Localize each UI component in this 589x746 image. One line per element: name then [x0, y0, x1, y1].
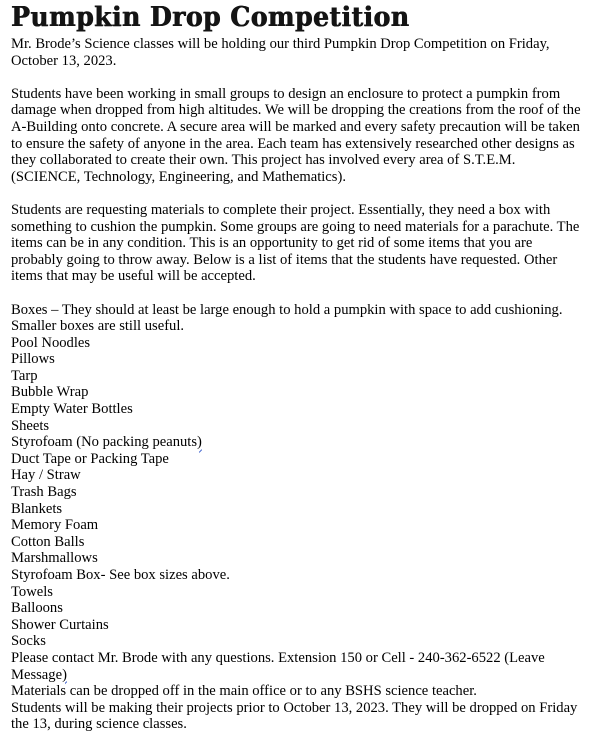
intro-paragraph: Mr. Brode’s Science classes will be holding our third Pumpkin Drop Competition on Friday, October 13, 2023.	[11, 36, 550, 69]
list-item-sheets: Sheets	[11, 417, 50, 434]
spellcheck-squiggle: )	[197, 434, 202, 451]
styrofoam-text: Styrofoam (No packing peanuts	[11, 434, 198, 451]
list-item-trash-bags: Trash Bags	[11, 484, 77, 501]
list-item-cotton-balls: Cotton Balls	[11, 533, 85, 550]
list-item-pillows: Pillows	[11, 351, 55, 368]
paragraph-spacer	[11, 285, 583, 302]
list-item-hay-straw: Hay / Straw	[11, 467, 81, 484]
project-description-paragraph: Students have been working in small groups to design an enclosure to protect a pumpkin from damage when dropped from high altitudes. We will be dropping the creations from the roof of the A-Building onto concrete. A secure area will be marked and every safety precaution will be taken to ensure the safety of anyone in the area. Each team has extensively researched other designs as they collaborated to create their own. This project has involved every area of S.T.E.M. (SCIENCE, Technology, Engineering, and Mathematics).	[11, 85, 581, 185]
list-item-boxes: Boxes – They should at least be large enough to hold a pumpkin with space to add cushioning. Smaller boxes are still useful.	[11, 301, 563, 335]
document-page	[11, 0, 583, 733]
list-item-styrofoam-box: Styrofoam Box- See box sizes above.	[11, 567, 230, 583]
list-item-pool-noodles: Pool Noodles	[11, 334, 91, 351]
list-item-towels: Towels	[11, 583, 53, 600]
spellcheck-squiggle: )	[62, 666, 67, 683]
list-item-socks: Socks	[11, 633, 46, 650]
list-item-duct-tape: Duct Tape or Packing Tape	[11, 450, 169, 467]
dropoff-paragraph: Materials can be dropped off in the main office or to any BSHS science teacher.	[11, 683, 477, 700]
list-item-balloons: Balloons	[11, 600, 63, 617]
materials-request-paragraph: Students are requesting materials to complete their project. Essentially, they need a box with something to cushion the pumpkin. Some groups are going to need materials for a parachute. The items can be in any condition. This is an opportunity to get rid of some items that you are probably going to throw away. Below is a list of items that the students have requested. Other items that may be useful will be accepted.	[11, 201, 580, 285]
list-item-styrofoam	[11, 434, 583, 451]
contact-text: Please contact Mr. Brode with any questions. Extension 150 or Cell - 240-362-6522 (Leave Message	[11, 649, 545, 683]
list-item-memory-foam: Memory Foam	[11, 517, 99, 534]
list-item-empty-water-bottles: Empty Water Bottles	[11, 401, 133, 418]
requested-items-list	[11, 302, 583, 650]
contact-paragraph	[11, 650, 583, 683]
document-body	[11, 36, 583, 733]
closing-paragraph: Students will be making their projects prior to October 13, 2023. They will be dropped on Friday the 13, during science classes.	[11, 699, 578, 733]
paragraph-spacer	[11, 185, 583, 202]
list-item-tarp: Tarp	[11, 367, 38, 384]
list-item-shower-curtains: Shower Curtains	[11, 616, 109, 633]
list-item-marshmallows: Marshmallows	[11, 550, 98, 567]
page-title: Pumpkin Drop Competition	[11, 2, 410, 33]
paragraph-spacer	[11, 69, 583, 86]
list-item-bubble-wrap: Bubble Wrap	[11, 384, 89, 401]
list-item-blankets: Blankets	[11, 500, 63, 517]
